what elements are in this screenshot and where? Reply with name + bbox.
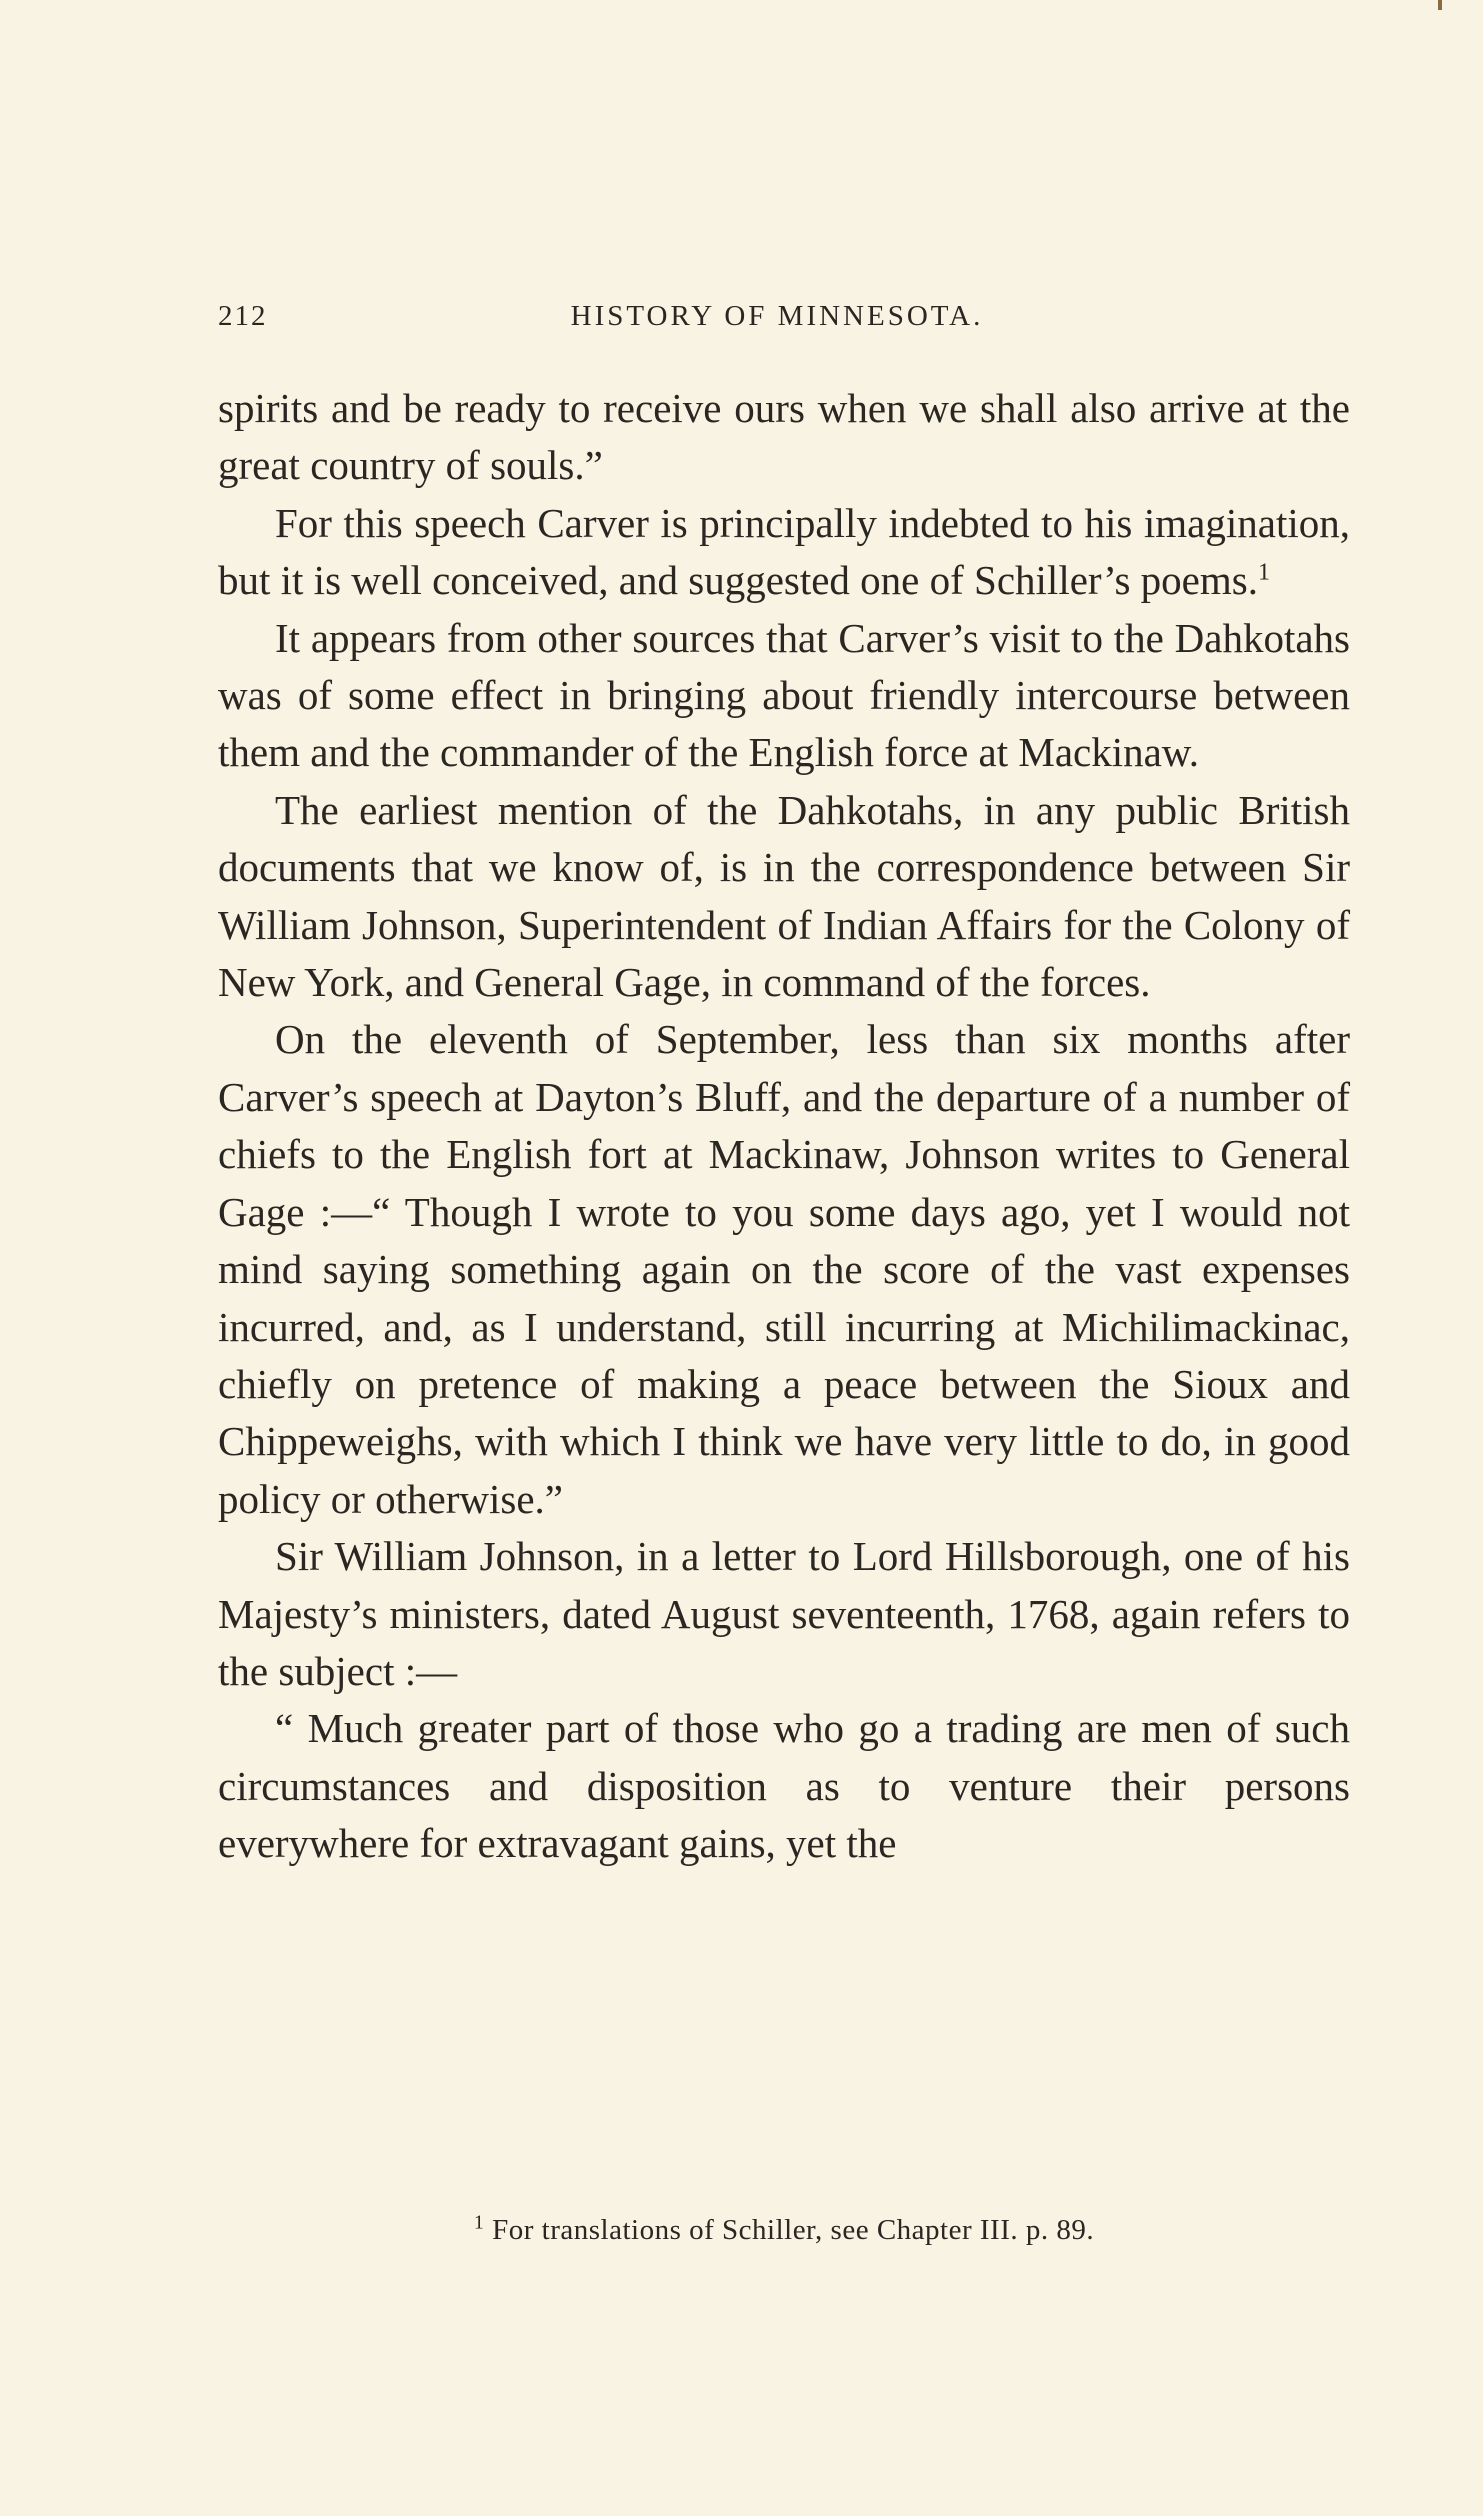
footnote-text: For translations of Schiller, see Chapter III. p. 89.: [492, 2214, 1095, 2246]
page-header: [218, 300, 1336, 340]
paragraph: Sir William Johnson, in a letter to Lord Hillsborough, one of his Majesty’s ministers, dated August seventeenth, 1768, again refers to the subject :—: [218, 1533, 1350, 1694]
paragraph: It appears from other sources that Carver’s visit to the Dahkotahs was of some effect in bringing about friendly intercourse between them and the commander of the English force at Mackinaw.: [218, 614, 1350, 776]
body-text: [218, 380, 1350, 1873]
page-edge-mark: [1438, 0, 1442, 10]
paragraph: The earliest mention of the Dahkotahs, in any public British documents that we know of, is in the correspondence between Sir William Johnson, Superintendent of Indian Affairs for the Colony of New York, and General Gage, in command of the forces.: [218, 786, 1350, 1006]
paragraph-text: For this speech Carver is principally indebted to his imagination, but it is well conceived, and suggested one of Schiller’s poems.: [218, 499, 1350, 604]
paragraph: On the eleventh of September, less than six months after Carver’s speech at Dayton’s Bluff, and the departure of a number of chiefs to the English fort at Mackinaw, Johnson writes to General Gage :—“ Though I wrote to you some days ago, yet I would not mind saying something again on the score of the vast expenses incurred, and, as I understand, still incurring at Michilimackinac, chiefly on pretence of making a peace between the Sioux and Chippeweighs, with which I think we have very little to do, in good policy or otherwise.”: [218, 1016, 1350, 1522]
running-title: HISTORY OF MINNESOTA.: [570, 300, 984, 332]
paragraph-quote: “ Much greater part of those who go a trading are men of such circumstances and disposition as to venture their persons everywhere for extravagant gains, yet the: [218, 1705, 1350, 1867]
footnote-reference: 1: [1257, 559, 1270, 586]
page-number: 212: [218, 300, 268, 332]
paragraph-continued: spirits and be ready to receive ours when we shall also arrive at the great country of souls.”: [218, 385, 1350, 489]
footnote-marker: 1: [473, 2211, 485, 2234]
footnote: [218, 2211, 1350, 2247]
paragraph: [218, 495, 1350, 610]
